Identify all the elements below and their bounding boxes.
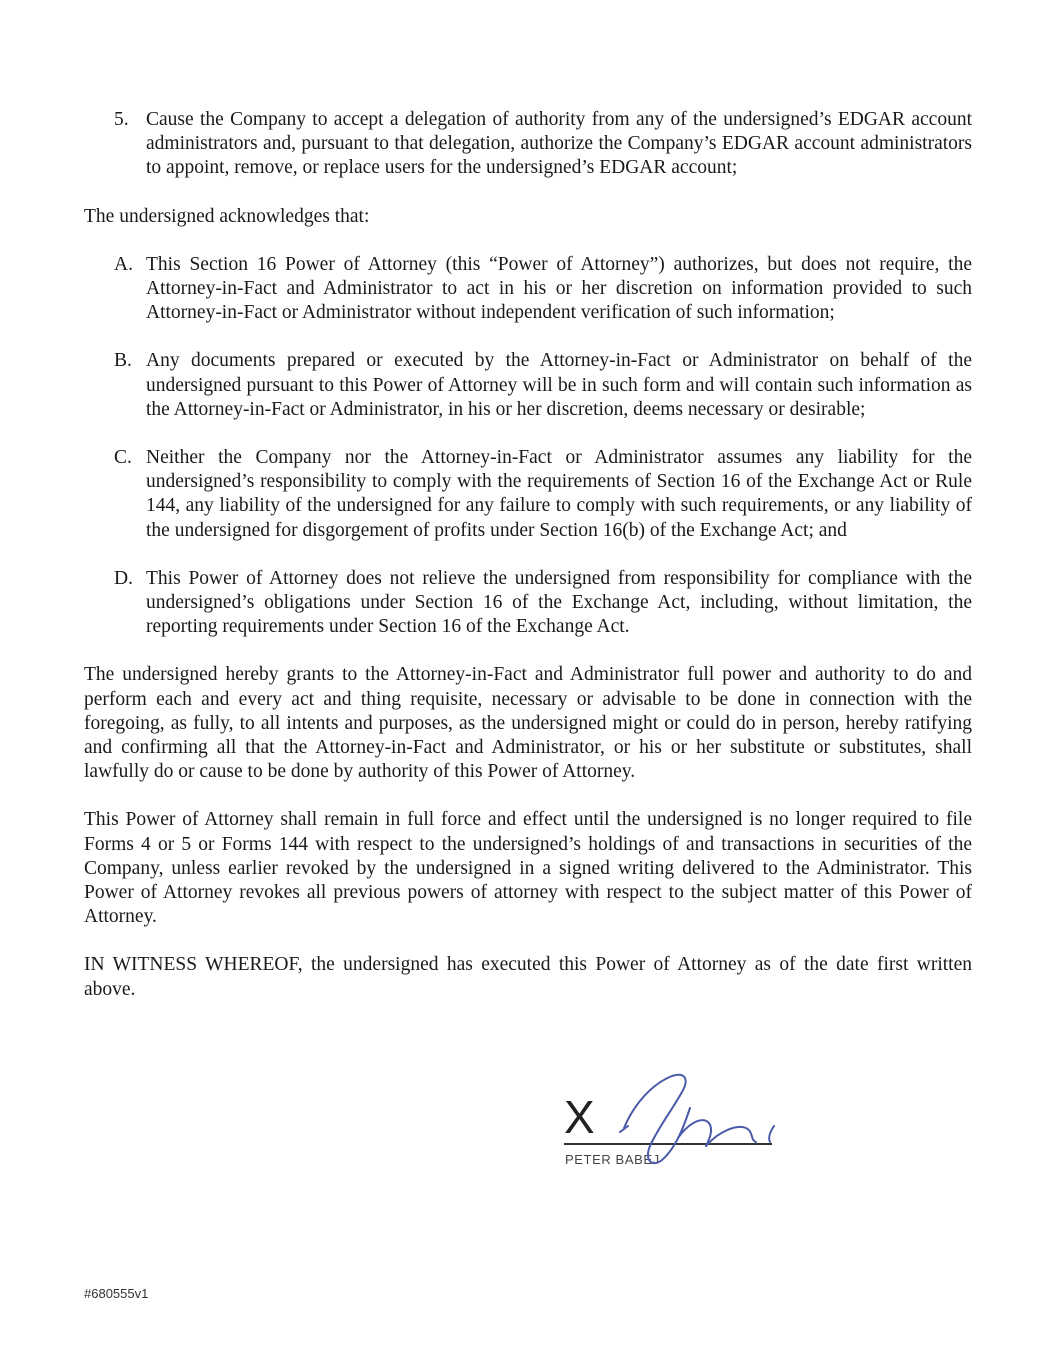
signature-block <box>560 1068 780 1168</box>
list-item-label: B. <box>114 350 132 372</box>
witness-paragraph: IN WITNESS WHEREOF, the undersigned has executed this Power of Attorney as of the date first written above. <box>84 954 972 1000</box>
document-id: #680555v1 <box>84 1286 149 1301</box>
list-item-label: A. <box>114 253 133 275</box>
grant-paragraph: The undersigned hereby grants to the Attorney-in-Fact and Administrator full power and authority to do and perform each and every act and thing requisite, necessary or advisable to be done in connection with the foregoing, as fully, to all intents and purposes, as the undersigned might or could do in person, hereby ratifying and confirming all that the Attorney-in-Fact and Administrator, or his or her substitute or substitutes, shall lawfully do or cause to be done by authority of this Power of Attorney. <box>84 664 972 783</box>
acknowledges-intro: The undersigned acknowledges that: <box>84 205 370 227</box>
list-item-text: Neither the Company nor the Attorney-in-Fact or Administrator assumes any liability for the undersigned’s responsibility to comply with the requirements of Section 16 of the Exchange Act or Rule 144, any liability of the undersigned for any failure to comply with such requirements, or any liability of the undersigned for disgorgement of profits under Section 16(b) of the Exchange Act; and <box>146 447 972 541</box>
acknowledgement-a <box>114 253 972 326</box>
list-item-label: D. <box>114 567 133 589</box>
list-item-label: 5. <box>114 109 129 130</box>
list-item-5 <box>114 108 972 181</box>
list-item-text: Cause the Company to accept a delegation of authority from any of the undersigned’s EDGAR account administrators and, pursuant to that delegation, authorize the Company’s EDGAR account administrators to appoint, remove, or replace users for the undersigned’s EDGAR account; <box>146 109 972 179</box>
signature-x-mark: X <box>564 1091 595 1143</box>
acknowledgement-d <box>114 567 972 640</box>
signatory-name: PETER BABEJ <box>565 1152 660 1167</box>
duration-paragraph: This Power of Attorney shall remain in full force and effect until the undersigned is no longer required to file Forms 4 or 5 or Forms 144 with respect to the undersigned’s holdings of and transactions in securities of the Company, unless earlier revoked by the undersigned in a signed writing delivered to the Administrator. This Power of Attorney revokes all previous powers of attorney with respect to the subject matter of this Power of Attorney. <box>84 809 972 928</box>
list-item-text: This Power of Attorney does not relieve the undersigned from responsibility for compliance with the undersigned’s obligations under Section 16 of the Exchange Act, including, without limitation, the reporting requirements under Section 16 of the Exchange Act. <box>146 567 972 638</box>
document-body <box>84 108 972 1026</box>
handwritten-signature <box>610 1068 780 1178</box>
list-item-label: C. <box>114 447 132 469</box>
acknowledgement-b <box>114 349 972 422</box>
acknowledgement-c <box>114 446 972 543</box>
list-item-text: This Section 16 Power of Attorney (this “Power of Attorney”) authorizes, but does not require, the Attorney-in-Fact and Administrator to act in his or her discretion on information provided to such Attorney-in-Fact or Administrator without independent verification of such information; <box>146 253 972 324</box>
list-item-text: Any documents prepared or executed by the Attorney-in-Fact or Administrator on behalf of the undersigned pursuant to this Power of Attorney will be in such form and will contain such information as the Attorney-in-Fact or Administrator, in his or her discretion, deems necessary or desirable; <box>146 350 972 420</box>
